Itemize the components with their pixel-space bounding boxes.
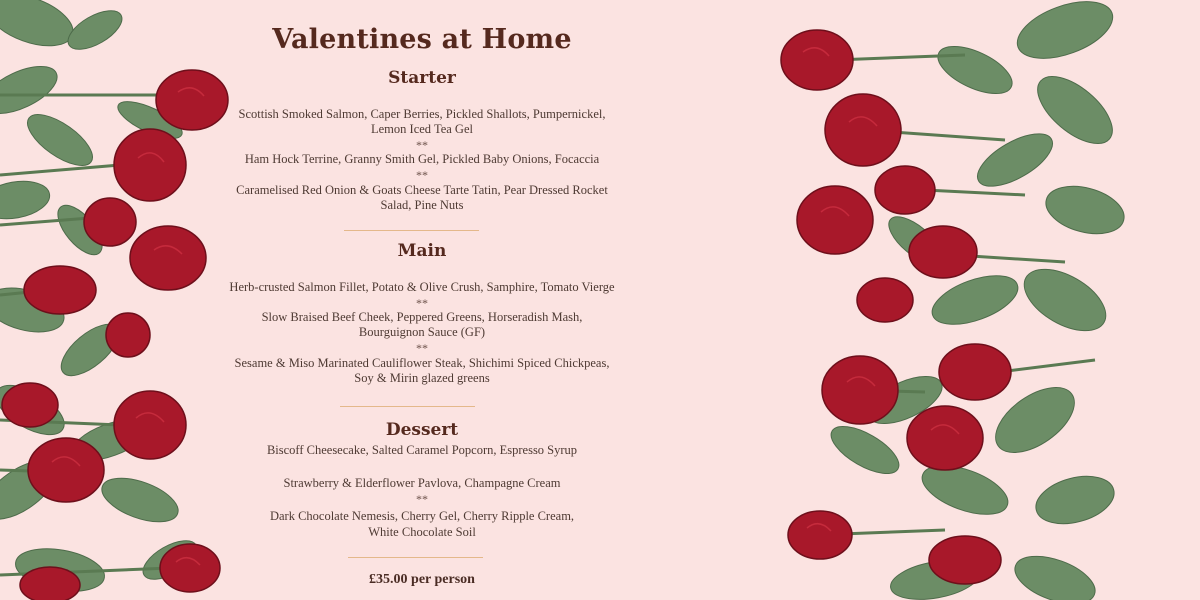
- starter-line: Caramelised Red Onion & Goats Cheese Tarte Tatin, Pear Dressed Rocket: [236, 183, 608, 197]
- main-line: Herb-crusted Salmon Fillet, Potato & Olive Crush, Samphire, Tomato Vierge: [229, 280, 615, 294]
- main-line: Sesame & Miso Marinated Cauliflower Steak, Shichimi Spiced Chickpeas,: [234, 356, 610, 370]
- section-divider: [348, 557, 483, 558]
- starter-line: Scottish Smoked Salmon, Caper Berries, Pickled Shallots, Pumpernickel,: [238, 107, 606, 121]
- starter-line: Lemon Iced Tea Gel: [371, 122, 473, 136]
- dessert-line: White Chocolate Soil: [368, 525, 476, 539]
- price-per-person: £35.00 per person: [369, 572, 475, 587]
- dessert-line: Dark Chocolate Nemesis, Cherry Gel, Cherry Ripple Cream,: [269, 509, 575, 523]
- menu-title: Valentines at Home: [272, 24, 572, 55]
- starter-line: Ham Hock Terrine, Granny Smith Gel, Pickled Baby Onions, Focaccia: [244, 152, 600, 166]
- main-heading: Main: [397, 241, 447, 261]
- dessert-heading: Dessert: [385, 420, 459, 440]
- starter-heading: Starter: [388, 68, 456, 88]
- dish-separator: **: [416, 138, 428, 152]
- rose-icon: [2, 70, 228, 600]
- main-line: Bourguignon Sauce (GF): [358, 325, 486, 339]
- dish-separator: **: [416, 341, 428, 355]
- menu-card: [222, 0, 622, 600]
- main-line: Soy & Mirin glazed greens: [354, 371, 490, 385]
- dish-separator: **: [416, 492, 428, 506]
- section-divider: [340, 406, 475, 407]
- dish-separator: **: [416, 168, 428, 182]
- section-divider: [344, 230, 479, 231]
- dessert-line: Strawberry & Elderflower Pavlova, Champagne Cream: [283, 476, 561, 490]
- dessert-line: Biscoff Cheesecake, Salted Caramel Popcorn, Espresso Syrup: [266, 443, 578, 457]
- roses-left-image: [0, 0, 230, 600]
- starter-line: Salad, Pine Nuts: [380, 198, 464, 212]
- main-line: Slow Braised Beef Cheek, Peppered Greens, Horseradish Mash,: [261, 310, 583, 324]
- roses-right-image: [775, 0, 1125, 600]
- dish-separator: **: [416, 296, 428, 310]
